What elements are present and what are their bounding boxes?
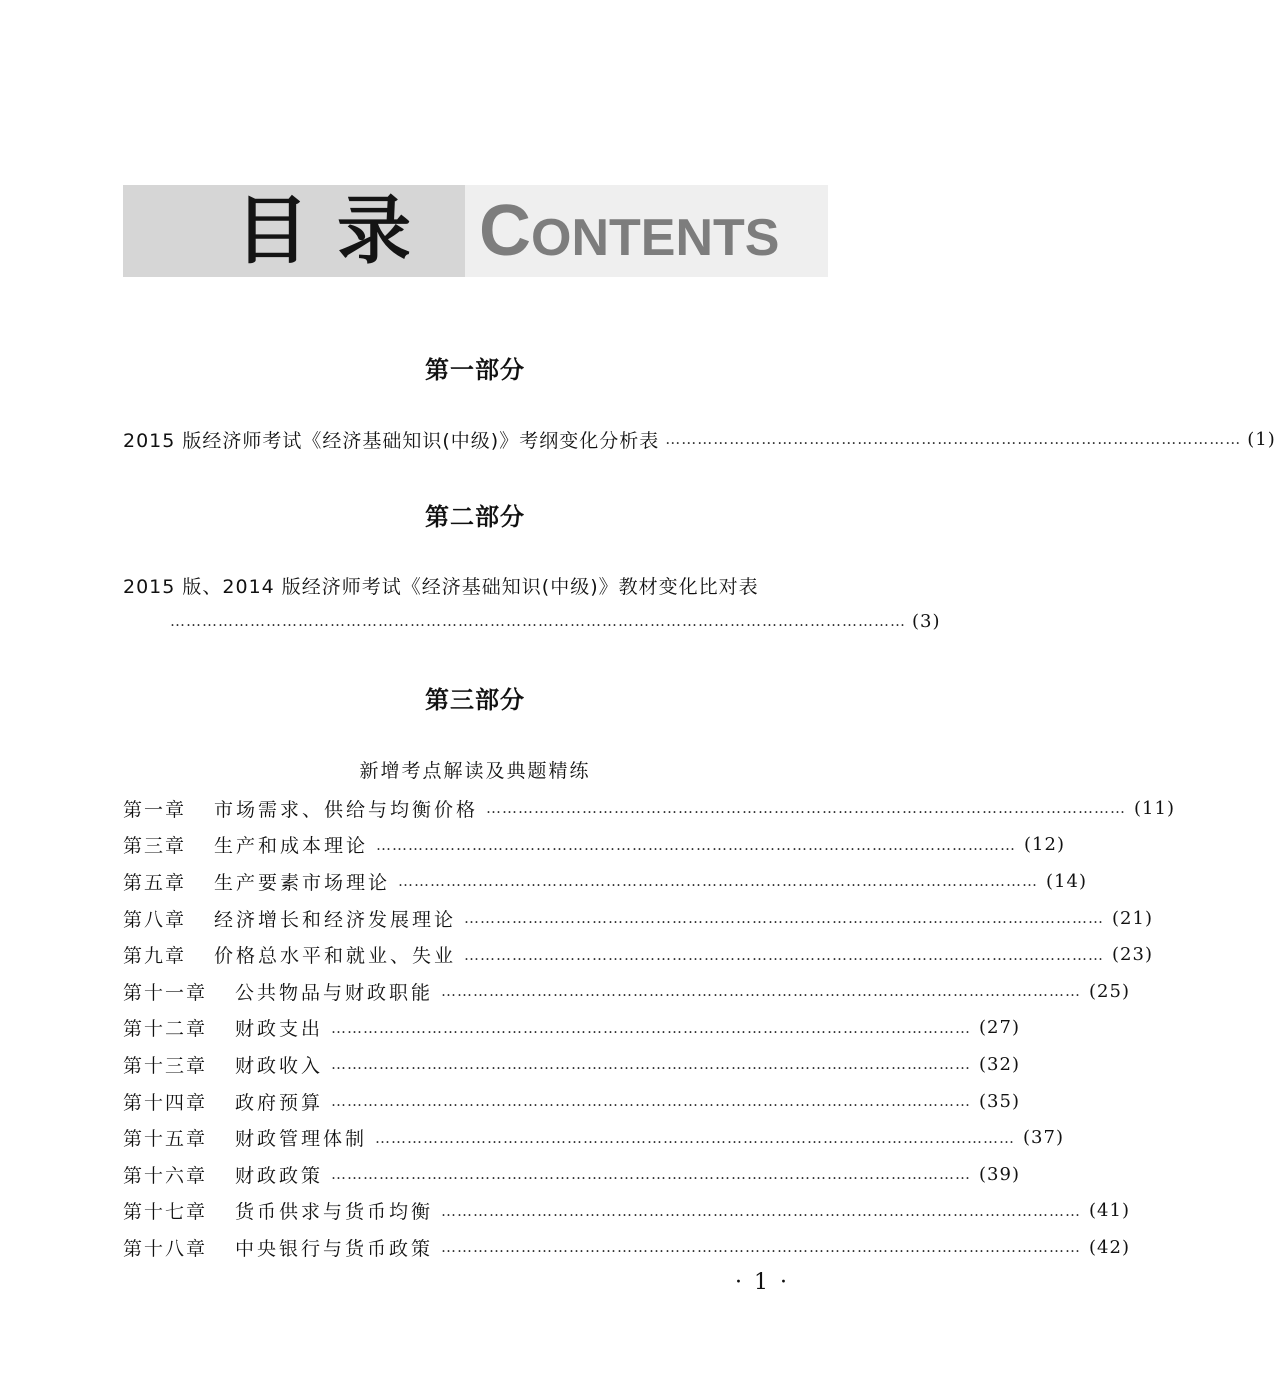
banner-title-en [479,185,779,277]
dot-leader: ………………………………………………………………………………………………………… [441,982,1082,1001]
chapter-page: (21) [1112,907,1153,929]
chapter-number: 第十三章 [123,1054,208,1077]
chapter-row[interactable] [123,1229,1130,1266]
chapter-page: (25) [1089,980,1130,1002]
chapter-title: 财政政策 [235,1164,324,1187]
chapter-title: 中央银行与货币政策 [235,1237,434,1260]
dot-leader: ………………………………………………………………………………………………………… [441,1201,1082,1220]
chapter-number: 第三章 [123,835,187,858]
toc-entry-title: 2015 版、2014 版经济师考试《经济基础知识(中级)》教材变化比对表 [123,575,759,598]
part-title-2: 第二部分 [425,502,525,531]
dot-leader: ………………………………………………………………………………………………………… [486,799,1127,818]
chapter-number: 第十六章 [123,1164,208,1187]
dot-leader: ………………………………………………………………………………………………………… [376,835,1017,854]
dot-leader: ………………………………………………………………………………………………………… [398,872,1039,891]
chapter-title: 市场需求、供给与均衡价格 [214,798,479,821]
chapter-page: (23) [1112,944,1153,966]
part-title-3: 第三部分 [425,685,525,714]
chapter-title: 财政管理体制 [235,1128,368,1151]
dot-leader: ……………………………………………………………………………………………… [665,430,1242,448]
page-number: ·1· [735,1270,799,1295]
chapter-title: 政府预算 [235,1091,324,1114]
chapter-title: 财政支出 [235,1018,324,1041]
chapter-number: 第五章 [123,871,187,894]
banner-title-en-cap: C [479,191,531,271]
chapter-title: 货币供求与货币均衡 [235,1201,434,1224]
chapter-page: (12) [1024,834,1065,856]
chapter-row[interactable] [123,790,1175,827]
chapter-row[interactable] [123,1046,1020,1083]
chapter-page: (32) [979,1053,1020,1075]
dot-leader: ………………………………………………………………………………………………………… [441,1238,1082,1257]
chapter-number: 第一章 [123,798,187,821]
contents-banner [123,185,828,277]
chapter-list [123,790,1175,1266]
chapter-number: 第十一章 [123,981,208,1004]
toc-entry-part2-leader-line[interactable] [170,606,941,636]
dot-leader: ………………………………………………………………………………………………………… [464,945,1105,964]
chapter-number: 第十八章 [123,1237,208,1260]
toc-entry-page: (3) [912,610,941,632]
chapter-page: (42) [1089,1236,1130,1258]
chapter-row[interactable] [123,1119,1064,1156]
chapter-title: 生产要素市场理论 [214,871,391,894]
chapter-page: (41) [1089,1200,1130,1222]
chapter-row[interactable] [123,936,1153,973]
chapter-page: (27) [979,1017,1020,1039]
chapter-page: (37) [1023,1127,1064,1149]
dot-leader: ………………………………………………………………………………………………………………………… [170,612,906,630]
part3-subheading: 新增考点解读及典题精练 [359,760,591,782]
chapter-row[interactable] [123,1010,1020,1047]
chapter-row[interactable] [123,900,1153,937]
banner-right-panel [465,185,828,277]
dot-leader: ………………………………………………………………………………………………………… [331,1092,972,1111]
toc-entry-part2-title-line[interactable] [123,570,828,600]
chapter-page: (14) [1046,870,1087,892]
chapter-page: (39) [979,1163,1020,1185]
toc-entry-part1[interactable] [123,424,1276,454]
dot-leader: ………………………………………………………………………………………………………… [464,909,1105,928]
toc-entry-title: 2015 版经济师考试《经济基础知识(中级)》考纲变化分析表 [123,429,660,452]
chapter-title: 公共物品与财政职能 [235,981,434,1004]
chapter-title: 价格总水平和就业、失业 [214,945,457,968]
chapter-page: (35) [979,1090,1020,1112]
part-title-1: 第一部分 [425,355,525,384]
chapter-page: (11) [1134,797,1175,819]
chapter-row[interactable] [123,827,1065,864]
chapter-number: 第九章 [123,945,187,968]
chapter-number: 第十二章 [123,1018,208,1041]
banner-left-panel [123,185,465,277]
chapter-title: 生产和成本理论 [214,835,369,858]
chapter-row[interactable] [123,1083,1020,1120]
chapter-row[interactable] [123,973,1130,1010]
dot-leader: ………………………………………………………………………………………………………… [331,1165,972,1184]
chapter-number: 第十四章 [123,1091,208,1114]
chapter-number: 第十七章 [123,1201,208,1224]
banner-title-cn: 目录 [235,188,439,274]
dot-leader: ………………………………………………………………………………………………………… [331,1018,972,1037]
chapter-row[interactable] [123,1156,1020,1193]
chapter-title: 经济增长和经济发展理论 [214,908,457,931]
dot-leader: ………………………………………………………………………………………………………… [331,1055,972,1074]
chapter-row[interactable] [123,863,1087,900]
banner-title-en-rest: ONTENTS [531,209,780,267]
chapter-number: 第八章 [123,908,187,931]
dot-leader: ………………………………………………………………………………………………………… [375,1128,1016,1147]
toc-entry-page: (1) [1247,428,1276,450]
chapter-row[interactable] [123,1193,1130,1230]
chapter-number: 第十五章 [123,1128,208,1151]
chapter-title: 财政收入 [235,1054,324,1077]
